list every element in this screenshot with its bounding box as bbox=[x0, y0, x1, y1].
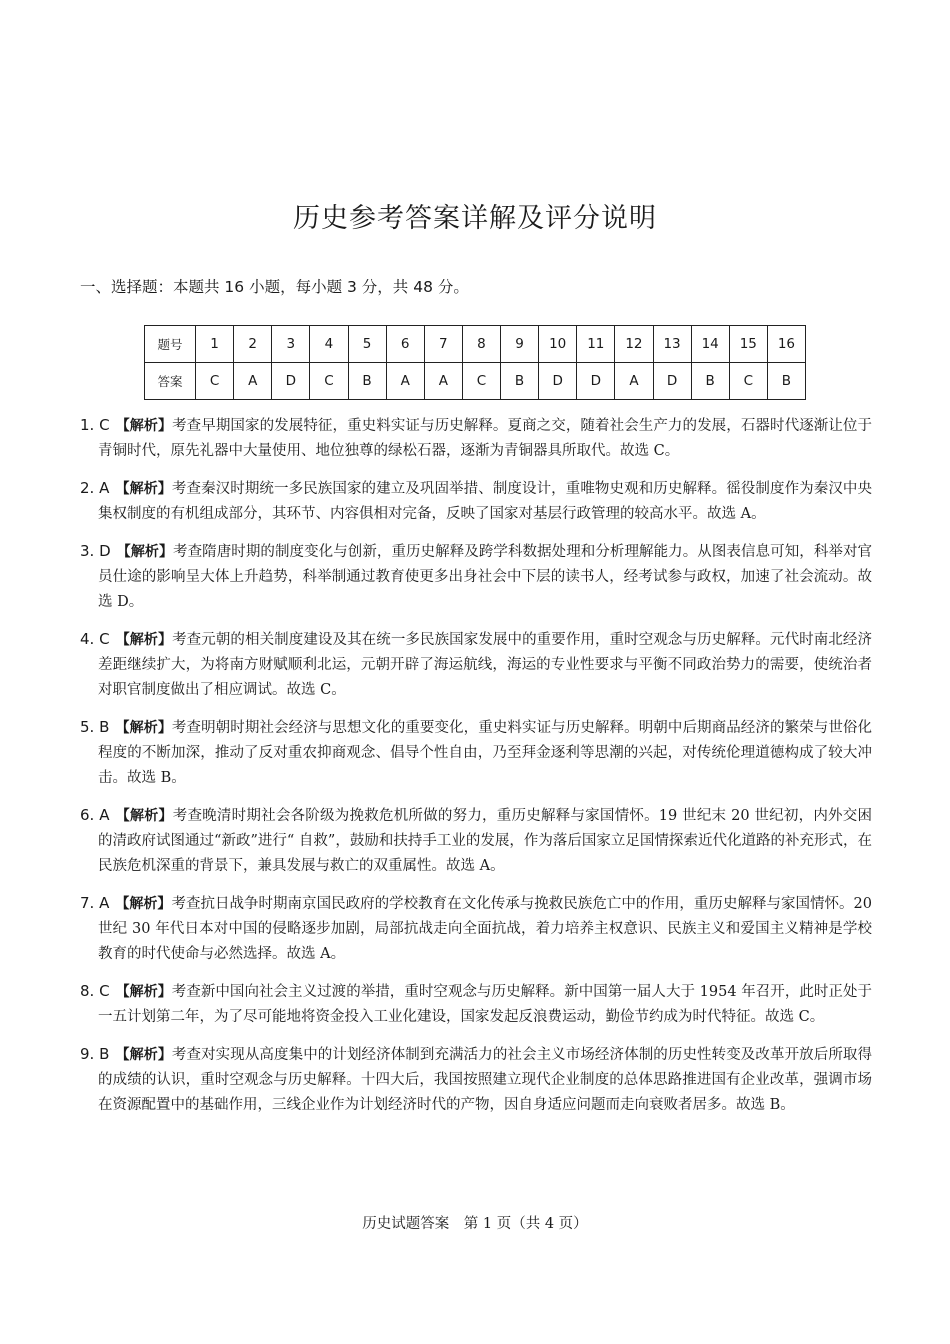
explanation-item bbox=[80, 1042, 872, 1118]
question-number-cell: 8 bbox=[462, 326, 500, 363]
answer-cell: B bbox=[691, 363, 729, 400]
answer-cell: A bbox=[234, 363, 272, 400]
item-text: 考查元朝的相关制度建设及其在统一多民族国家发展中的重要作用，重时空观念与历史解释。元代时南北经济差距继续扩大，为将南方财赋顺利北运，元朝开辟了海运航线，海运的专业性要求与平衡不同政治势力的需要，使统治者对职官制度做出了相应调试。故选 C。 bbox=[98, 632, 872, 698]
explanation-item bbox=[80, 715, 872, 791]
question-number-cell: 5 bbox=[348, 326, 386, 363]
explanation-list bbox=[80, 413, 872, 1130]
answer-row bbox=[145, 363, 806, 400]
analysis-tag: 【解析】 bbox=[115, 1047, 172, 1063]
analysis-tag: 【解析】 bbox=[116, 544, 174, 560]
question-number-cell: 11 bbox=[577, 326, 615, 363]
analysis-tag: 【解析】 bbox=[115, 481, 172, 497]
question-number-cell: 10 bbox=[539, 326, 577, 363]
analysis-tag: 【解析】 bbox=[115, 984, 172, 1000]
row-label: 答案 bbox=[145, 363, 196, 400]
answer-cell: C bbox=[310, 363, 348, 400]
item-text: 考查隋唐时期的制度变化与创新，重历史解释及跨学科数据处理和分析理解能力。从图表信息可知，科举对官员仕途的影响呈大体上升趋势，科举制通过教育使更多出身社会中下层的读书人，经考试参与政权，加速了社会流动。故选 D。 bbox=[98, 544, 873, 610]
item-text: 考查抗日战争时期南京国民政府的学校教育在文化传承与挽救民族危亡中的作用，重历史解释与家国情怀。20 世纪 30 年代日本对中国的侵略逐步加剧，局部抗战走向全面抗战，着力培养主权意识、民族主义和爱国主义精神是学校教育的时代使命与必然选择。故选 A。 bbox=[98, 896, 873, 962]
question-number-cell: 3 bbox=[272, 326, 310, 363]
page-title: 历史参考答案详解及评分说明 bbox=[293, 203, 657, 234]
item-text: 考查早期国家的发展特征，重史料实证与历史解释。夏商之交，随着社会生产力的发展，石器时代逐渐让位于青铜时代，原先礼器中大量使用、地位独尊的绿松石器，逐渐为青铜器具所取代。故选 C。 bbox=[98, 418, 872, 459]
question-number-cell: 9 bbox=[501, 326, 539, 363]
answer-cell: A bbox=[615, 363, 653, 400]
explanation-item bbox=[80, 803, 872, 879]
item-number: 7. A bbox=[80, 894, 110, 912]
item-number: 2. A bbox=[80, 479, 110, 497]
question-number-cell: 16 bbox=[767, 326, 805, 363]
page-footer: 历史试题答案 第 1 页（共 4 页） bbox=[362, 1216, 588, 1232]
analysis-tag: 【解析】 bbox=[115, 896, 172, 912]
item-text: 考查新中国向社会主义过渡的举措，重时空观念与历史解释。新中国第一届人大于 1954 年召开，此时正处于一五计划第二年，为了尽可能地将资金投入工业化建设，国家发起反浪费运动，勤俭节约成为时代特征。故选 C。 bbox=[98, 984, 873, 1025]
item-text: 考查对实现从高度集中的计划经济体制到充满活力的社会主义市场经济体制的历史性转变及改革开放后所取得的成绩的认识，重时空观念与历史解释。十四大后，我国按照建立现代企业制度的总体思路推进国有企业改革，强调市场在资源配置中的基础作用，三线企业作为计划经济时代的产物，因自身适应问题而走向衰败者居多。故选 B。 bbox=[98, 1047, 873, 1113]
answer-cell: B bbox=[501, 363, 539, 400]
explanation-item bbox=[80, 476, 872, 527]
explanation-item bbox=[80, 413, 872, 464]
question-number-cell: 4 bbox=[310, 326, 348, 363]
question-number-cell: 1 bbox=[196, 326, 234, 363]
item-number: 9. B bbox=[80, 1045, 110, 1063]
answer-table bbox=[144, 325, 806, 400]
analysis-tag: 【解析】 bbox=[115, 808, 173, 824]
question-number-cell: 7 bbox=[424, 326, 462, 363]
question-number-cell: 13 bbox=[653, 326, 691, 363]
analysis-tag: 【解析】 bbox=[115, 720, 172, 736]
item-number: 4. C bbox=[80, 630, 110, 648]
explanation-item bbox=[80, 539, 872, 615]
row-label: 题号 bbox=[145, 326, 196, 363]
question-number-cell: 2 bbox=[234, 326, 272, 363]
analysis-tag: 【解析】 bbox=[115, 418, 173, 434]
item-number: 3. D bbox=[80, 542, 111, 560]
item-number: 1. C bbox=[80, 416, 110, 434]
answer-cell: C bbox=[729, 363, 767, 400]
answer-cell: D bbox=[539, 363, 577, 400]
explanation-item bbox=[80, 979, 872, 1030]
answer-cell: D bbox=[653, 363, 691, 400]
answer-cell: C bbox=[196, 363, 234, 400]
answer-cell: C bbox=[462, 363, 500, 400]
answer-cell: B bbox=[767, 363, 805, 400]
item-number: 5. B bbox=[80, 718, 110, 736]
answer-cell: D bbox=[577, 363, 615, 400]
answer-cell: B bbox=[348, 363, 386, 400]
section-heading: 一、选择题：本题共 16 小题，每小题 3 分，共 48 分。 bbox=[80, 278, 469, 296]
answer-cell: A bbox=[386, 363, 424, 400]
explanation-item bbox=[80, 891, 872, 967]
question-number-cell: 6 bbox=[386, 326, 424, 363]
analysis-tag: 【解析】 bbox=[115, 632, 173, 648]
number-row bbox=[145, 326, 806, 363]
item-text: 考查晚清时期社会各阶级为挽救危机所做的努力，重历史解释与家国情怀。19 世纪末 20 世纪初，内外交困的清政府试图通过“新政”进行“ 自救”，鼓励和扶持手工业的发展，作为落后国家立足国情探索近代化道路的补充形式，在民族危机深重的背景下，兼具发展与救亡的双重属性。故选 A。 bbox=[98, 808, 873, 874]
answer-cell: D bbox=[272, 363, 310, 400]
explanation-item bbox=[80, 627, 872, 703]
question-number-cell: 14 bbox=[691, 326, 729, 363]
question-number-cell: 15 bbox=[729, 326, 767, 363]
question-number-cell: 12 bbox=[615, 326, 653, 363]
item-number: 6. A bbox=[80, 806, 110, 824]
item-text: 考查明朝时期社会经济与思想文化的重要变化，重史料实证与历史解释。明朝中后期商品经济的繁荣与世俗化程度的不断加深，推动了反对重农抑商观念、倡导个性自由，乃至拜金逐利等思潮的兴起，对传统伦理道德构成了较大冲击。故选 B。 bbox=[98, 720, 873, 786]
item-text: 考查秦汉时期统一多民族国家的建立及巩固举措、制度设计，重唯物史观和历史解释。徭役制度作为秦汉中央集权制度的有机组成部分，其环节、内容俱相对完备，反映了国家对基层行政管理的较高水平。故选 A。 bbox=[98, 481, 873, 522]
answer-cell: A bbox=[424, 363, 462, 400]
item-number: 8. C bbox=[80, 982, 110, 1000]
